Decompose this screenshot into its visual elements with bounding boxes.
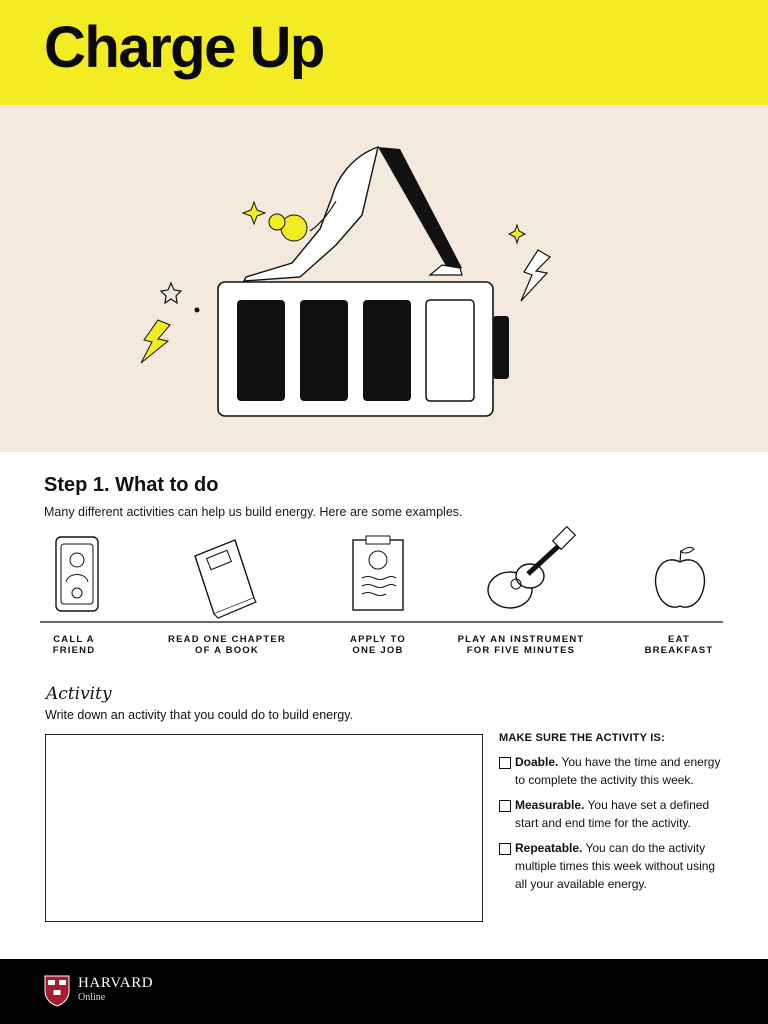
check-term: Doable.	[515, 755, 559, 769]
example-label-instrument: PLAY AN INSTRUMENT FOR FIVE MINUTES	[457, 634, 585, 656]
sparkle-icon	[509, 225, 525, 243]
example-label-call: CALL A FRIEND	[52, 634, 96, 656]
battery-yoga-illustration	[0, 105, 768, 452]
check-desc: You have the time and energy to complete the activity this week.	[515, 755, 721, 787]
checkbox[interactable]	[499, 843, 511, 855]
yoga-person-icon	[244, 147, 462, 281]
sparkle-icon	[243, 202, 265, 224]
apple-icon	[656, 547, 705, 607]
guitar-icon	[488, 527, 575, 608]
example-label-read: READ ONE CHAPTER OF A BOOK	[168, 634, 286, 656]
header-banner	[0, 0, 768, 105]
check-term: Repeatable.	[515, 841, 583, 855]
checklist-item-measurable	[499, 796, 729, 832]
footer-brand: HARVARD	[78, 975, 154, 991]
examples-row	[40, 520, 730, 670]
activity-checklist	[499, 732, 729, 900]
checklist-item-repeatable	[499, 839, 729, 893]
check-desc: You can do the activity multiple times this week without using all your available energy.	[515, 841, 716, 891]
step-description: Many different activities can help us build energy. Here are some examples.	[44, 505, 463, 519]
example-label-breakfast: EAT BREAKFAST	[644, 634, 714, 656]
book-icon	[195, 540, 256, 618]
page-title: Charge Up	[44, 15, 324, 80]
activity-title: Activity	[46, 684, 112, 704]
lightning-icon	[141, 320, 170, 363]
lightning-icon	[521, 250, 550, 301]
checkbox[interactable]	[499, 800, 511, 812]
harvard-shield-icon	[44, 975, 70, 1007]
step-title: Step 1. What to do	[44, 474, 219, 496]
checklist-item-doable	[499, 753, 729, 789]
checkbox[interactable]	[499, 757, 511, 769]
footer-sub: Online	[78, 992, 106, 1003]
example-label-apply: APPLY TO ONE JOB	[350, 634, 406, 656]
check-term: Measurable.	[515, 798, 585, 812]
footer	[0, 959, 768, 1024]
star-icon	[161, 283, 181, 303]
resume-icon	[353, 536, 403, 610]
hero-illustration	[0, 105, 768, 452]
check-desc: You have set a defined start and end time for the activity.	[515, 798, 710, 830]
activity-description: Write down an activity that you could do to build energy.	[45, 708, 354, 722]
phone-call-icon	[56, 537, 98, 611]
activity-write-box[interactable]	[45, 734, 483, 922]
checklist-heading: MAKE SURE THE ACTIVITY IS:	[499, 732, 665, 744]
